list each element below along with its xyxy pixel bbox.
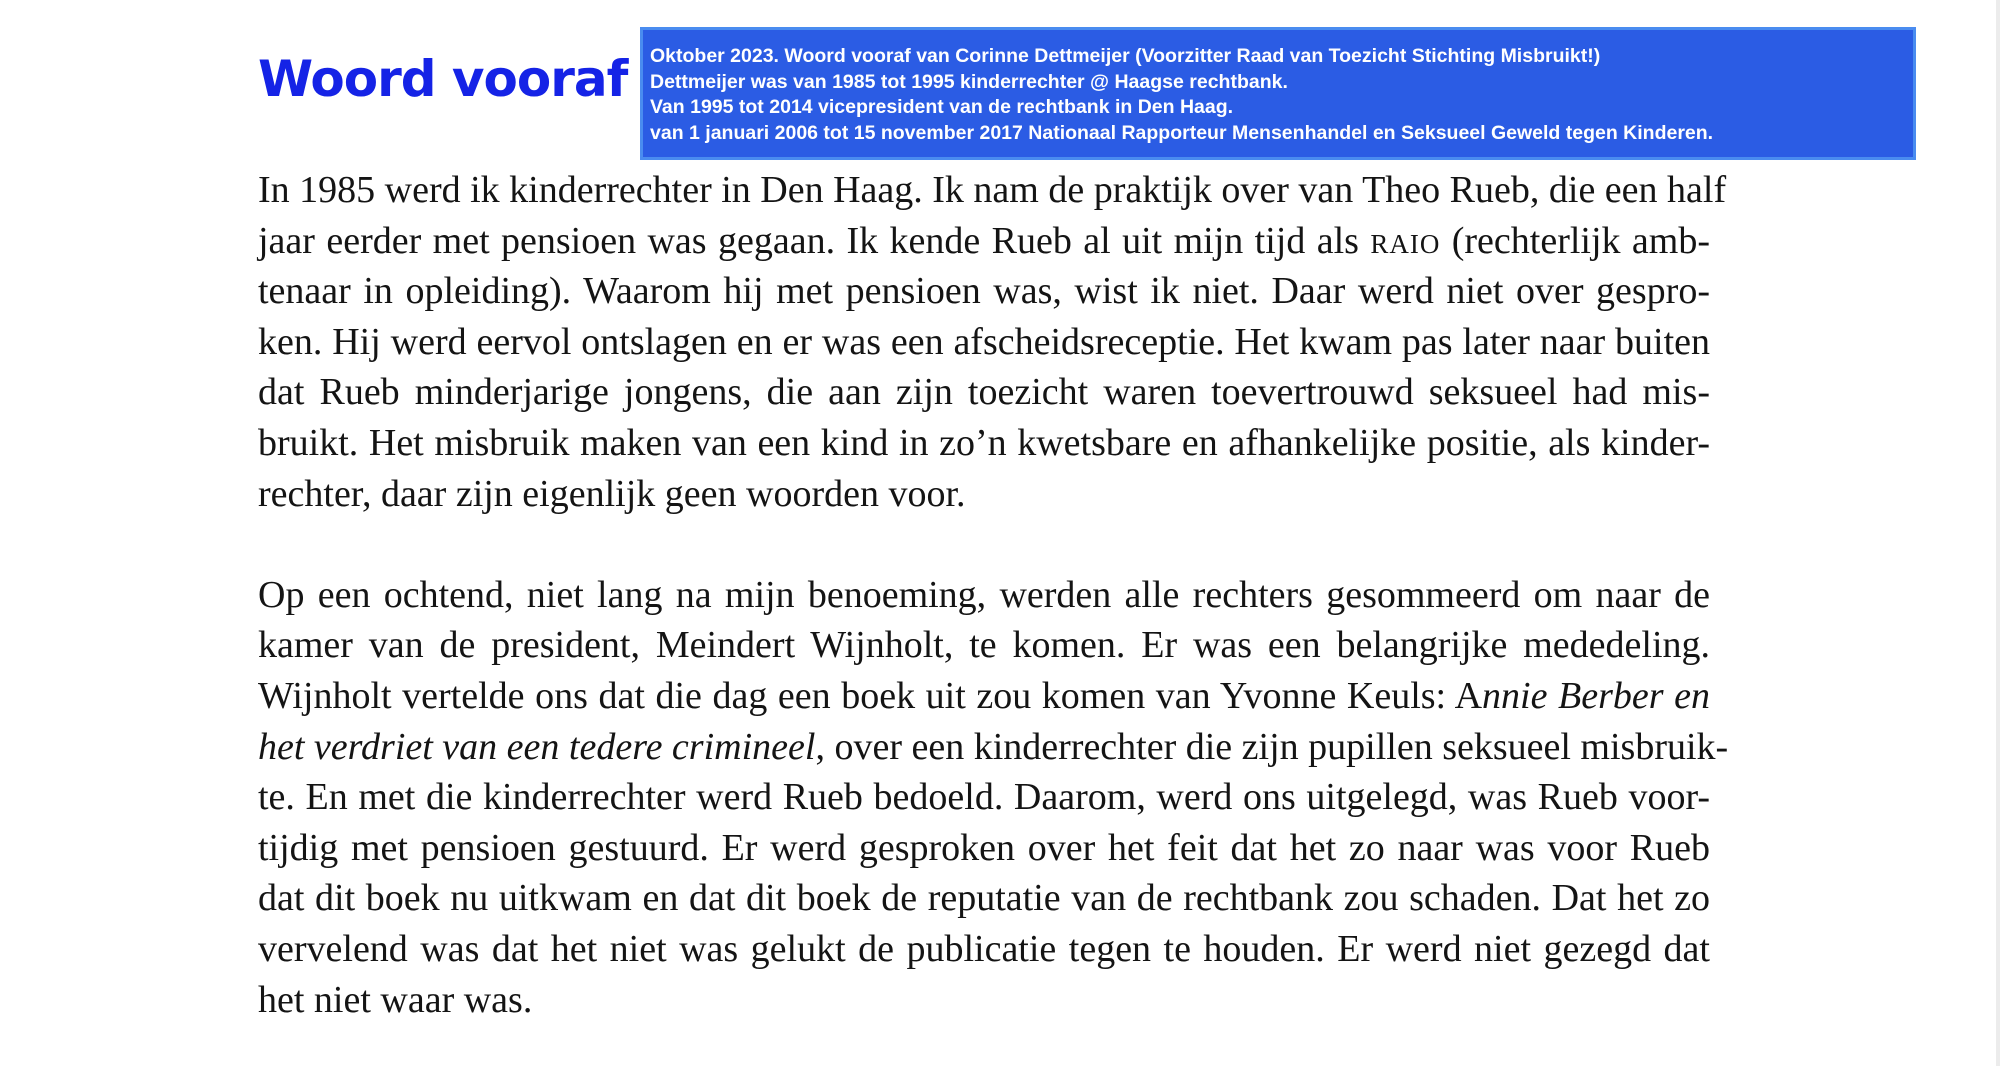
text-line: rechter, daar zijn eigenlijk geen woorden voor.: [258, 472, 966, 515]
annotation-box: [640, 27, 1916, 160]
page-edge-divider: [1996, 0, 2000, 1066]
text-line: tijdig met pensioen gestuurd. Er werd gesproken over het feit dat het zo naar was voor Rueb: [258, 826, 1710, 869]
text-line: vervelend was dat het niet was gelukt de publicatie tegen te houden. Er werd niet gezegd dat: [258, 927, 1710, 970]
paragraph-1: [258, 165, 1727, 519]
acronym-raio: raio: [1370, 219, 1441, 262]
text-line: [258, 722, 1729, 773]
annotation-line: van 1 januari 2006 tot 15 november 2017 Nationaal Rapporteur Mensenhandel en Seksueel Geweld tegen Kinderen.: [650, 121, 1714, 144]
text-fragment: jaar eerder met pensioen was gegaan. Ik kende Rueb al uit mijn tijd als: [258, 219, 1359, 262]
text-line: [258, 216, 1710, 267]
paragraph-2: [258, 570, 1729, 1025]
text-fragment: , over een kinderrechter die zijn pupillen seksueel misbruik-: [815, 725, 1729, 768]
annotation-line: Van 1995 tot 2014 vicepresident van de rechtbank in Den Haag.: [650, 96, 1234, 118]
book-title-part: nnie Berber en: [1482, 674, 1711, 717]
book-title-part: het verdriet van een tedere crimineel: [258, 725, 816, 768]
text-line: In 1985 werd ik kinderrechter in Den Haag. Ik nam de praktijk over van Theo Rueb, die een half: [258, 169, 1727, 211]
text-line: dat dit boek nu uitkwam en dat dit boek de reputatie van de rechtbank zou schaden. Dat het zo: [258, 877, 1710, 920]
text-line: ken. Hij werd eervol ontslagen en er was een afscheidsreceptie. Het kwam pas later naar buiten: [258, 320, 1710, 363]
text-line: Op een ochtend, niet lang na mijn benoeming, werden alle rechters gesommeerd om naar de: [258, 573, 1710, 616]
text-line: te. En met die kinderrechter werd Rueb bedoeld. Daarom, werd ons uitgelegd, was Rueb voor-: [258, 776, 1710, 819]
text-line: bruikt. Het misbruik maken van een kind in zo’n kwetsbare en afhankelijke positie, als kinder-: [258, 421, 1710, 464]
page-title: Woord vooraf: [258, 50, 628, 108]
body-text: [258, 165, 1729, 1025]
text-line: tenaar in opleiding). Waarom hij met pensioen was, wist ik niet. Daar werd niet over gespro-: [258, 270, 1710, 313]
text-fragment: (rechterlijk amb-: [1451, 219, 1711, 262]
annotation-line: Oktober 2023. Woord vooraf van Corinne Dettmeijer (Voorzitter Raad van Toezicht Stichting Misbruikt!): [650, 45, 1601, 67]
text-fragment: Wijnholt vertelde ons dat die dag een boek uit zou komen van Yvonne Keuls: A: [258, 674, 1483, 717]
annotation-line: Dettmeijer was van 1985 tot 1995 kinderrechter @ Haagse rechtbank.: [650, 70, 1288, 93]
text-line: dat Rueb minderjarige jongens, die aan zijn toezicht waren toevertrouwd seksueel had mis-: [258, 371, 1710, 414]
text-line: het niet waar was.: [258, 978, 533, 1021]
text-line: [258, 671, 1710, 722]
text-line: kamer van de president, Meindert Wijnholt, te komen. Er was een belangrijke mededeling.: [258, 624, 1710, 667]
